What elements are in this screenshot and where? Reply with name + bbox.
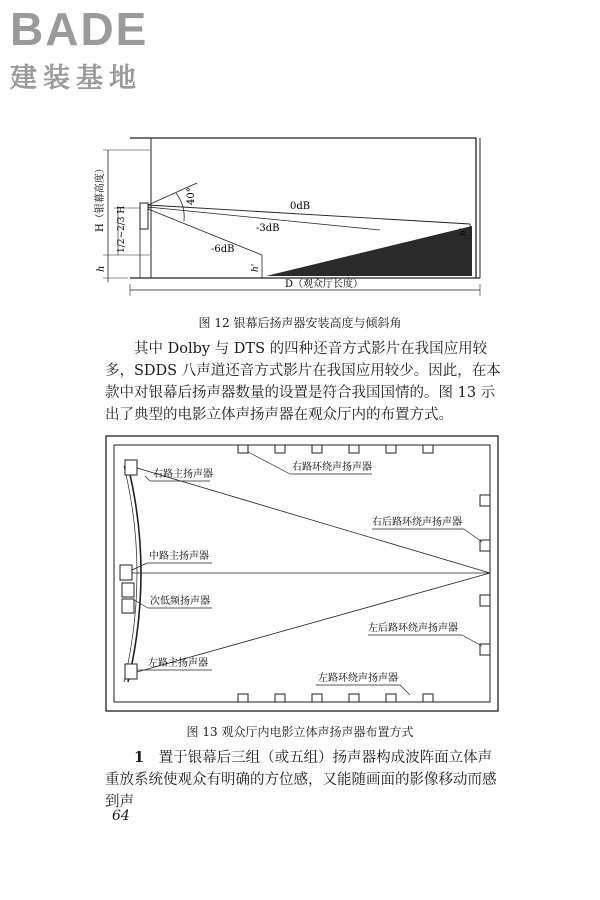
label-speaker-range: 1/2~2/3 H — [117, 205, 127, 253]
label-0db: 0dB — [290, 201, 311, 212]
label-length: D（观众厅长度） — [285, 279, 364, 290]
label-left-rear-surround: 左后路环绕声扬声器 — [368, 623, 458, 634]
label-screen-height: H（银幕高度） — [95, 163, 106, 232]
label-left-surround: 左路环绕声扬声器 — [318, 673, 398, 684]
paragraph-2-text — [105, 747, 505, 813]
right-surround-speaker — [238, 445, 248, 453]
figure-12-caption: 图 12 银幕后扬声器安装高度与倾斜角 — [198, 316, 402, 330]
paragraph-1-text: 其中 Dolby 与 DTS 的四种还音方式影片在我国应用较多，SDDS 八声道还音方式影片在我国应用较少。因此，在本款中对银幕后扬声器数量的设置是符合我国国情的。图 13 示出了典型的电影立体声扬声器在观众厅内的布置方式。 — [105, 341, 501, 423]
label-right-main: 右路主扬声器 — [153, 469, 213, 480]
subwoofer-speaker — [122, 583, 134, 597]
screen-speaker — [140, 203, 148, 229]
left-surround-speaker — [238, 694, 248, 702]
label-right-surround: 右路环绕声扬声器 — [292, 462, 372, 473]
paragraph-1 — [105, 338, 505, 426]
logo-chinese: 建装基地 — [10, 63, 142, 94]
label-subwoofer: 次低频扬声器 — [150, 596, 210, 607]
label-center-main: 中路主扬声器 — [149, 551, 209, 562]
label-6db: -6dB — [211, 244, 235, 255]
logo-word: BADE — [10, 3, 149, 55]
center-main-speaker — [120, 565, 132, 580]
label-h-prime-front: h' — [251, 263, 261, 272]
figure-13-caption: 图 13 观众厅内电影立体声扬声器布置方式 — [186, 725, 414, 739]
figure-13-diagram — [0, 430, 600, 715]
item-number: 1 — [134, 749, 145, 766]
label-left-main: 左路主扬声器 — [148, 658, 208, 669]
paragraph-2 — [105, 747, 505, 813]
seating-slope — [266, 226, 472, 276]
label-angle: 40° — [186, 187, 197, 205]
figure-12-diagram — [0, 0, 600, 310]
label-right-rear-surround: 右后路环绕声扬声器 — [372, 517, 462, 528]
label-3db: -3dB — [256, 223, 280, 234]
item-text: 置于银幕后三组（或五组）扬声器构成波阵面立体声重放系统使观众有明确的方位感，又能随画面的影像移动而感到声 — [105, 750, 497, 810]
right-main-speaker — [125, 460, 137, 475]
left-main-speaker — [125, 664, 137, 679]
page-number: 64 — [112, 808, 130, 824]
label-h-prime-back: h' — [459, 227, 469, 236]
label-h: h — [96, 265, 107, 272]
